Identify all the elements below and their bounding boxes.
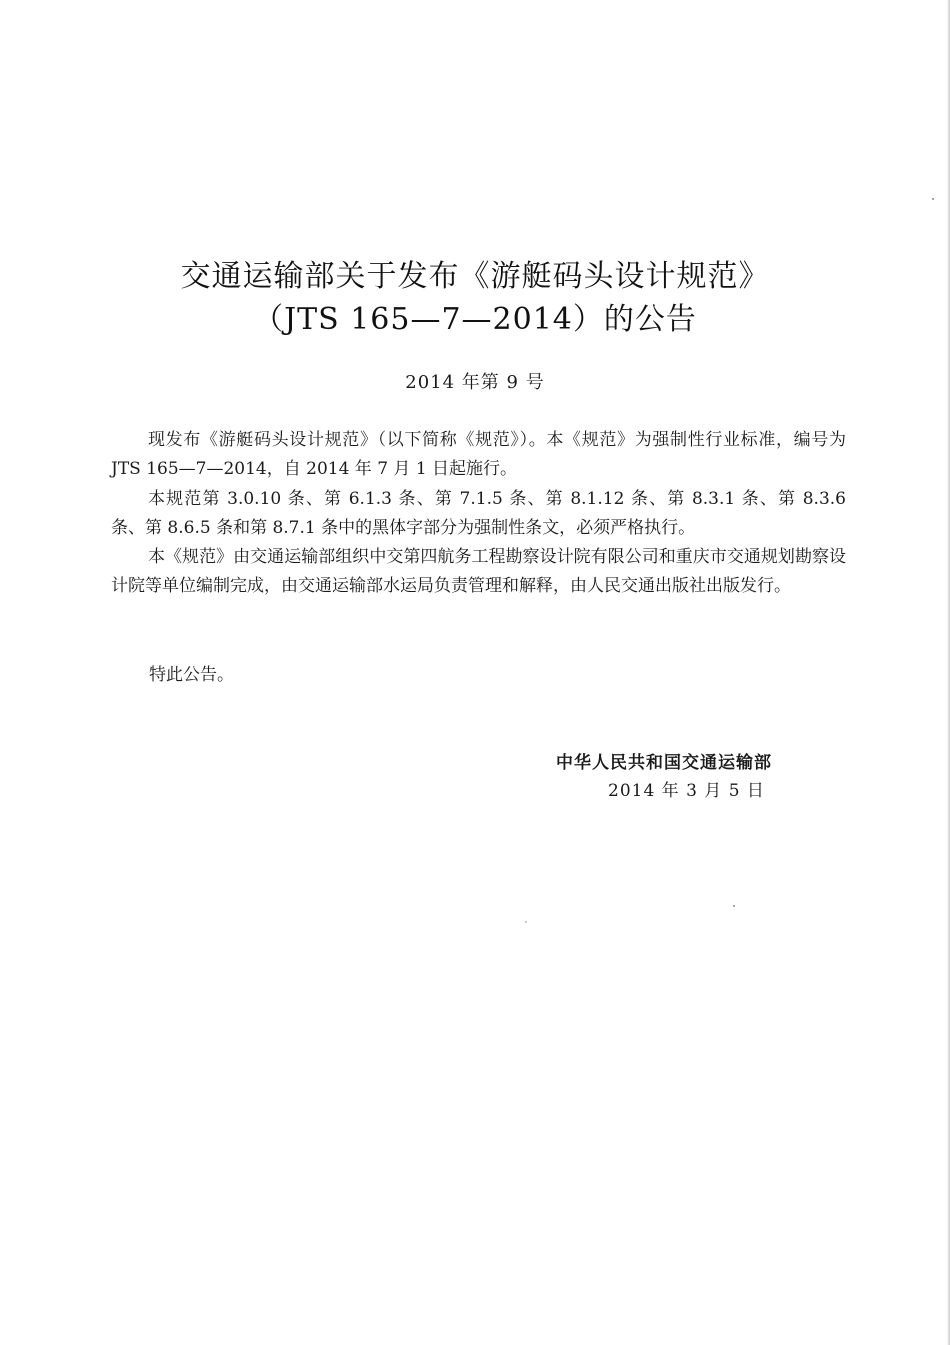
scan-speck [932, 198, 934, 200]
closing-remark: 特此公告。 [149, 665, 234, 685]
scan-speck [525, 921, 527, 923]
signature-organization: 中华人民共和国交通运输部 [556, 753, 772, 773]
body-paragraph-1: 现发布《游艇码头设计规范》（以下简称《规范》）。本《规范》为强制性行业标准，编号为 JTS 165—7—2014，自 2014 年 7 月 1 日起施行。 [111, 430, 846, 479]
body-paragraph-2: 本规范第 3.0.10 条、第 6.1.3 条、第 7.1.5 条、第 8.1.12 条、第 8.3.1 条、第 8.3.6 条、第 8.6.5 条和第 8.7.1 条中的黑体字部分为强制性条文，必须严格执行。 [111, 489, 846, 538]
document-number: 2014 年第 9 号 [405, 372, 545, 393]
body-paragraph-3: 本《规范》由交通运输部组织中交第四航务工程勘察设计院有限公司和重庆市交通规划勘察设计院等单位编制完成，由交通运输部水运局负责管理和解释，由人民交通出版社出版发行。 [111, 547, 846, 596]
announcement-title-line-2: （JTS 165—7—2014）的公告 [253, 302, 697, 337]
scan-speck [733, 905, 735, 907]
signature-date: 2014 年 3 月 5 日 [608, 781, 765, 801]
announcement-title-line-1: 交通运输部关于发布《游艇码头设计规范》 [180, 259, 770, 294]
